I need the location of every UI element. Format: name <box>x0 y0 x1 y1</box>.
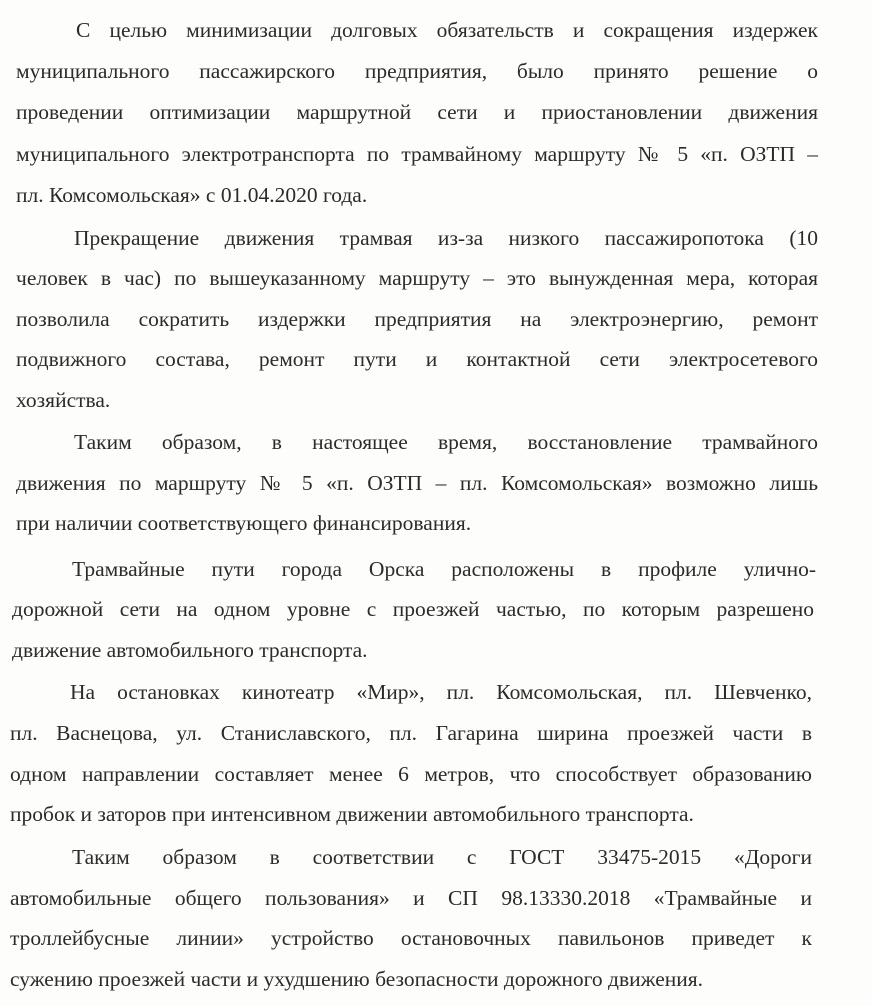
text-line: человек в час) по вышеуказанному маршруту – это вынужденная мера, которая <box>16 266 818 290</box>
text-line: позволила сократить издержки предприятия на электроэнергию, ремонт <box>16 307 818 331</box>
text-line: троллейбусные линии» устройство остановочных павильонов приведет к <box>10 926 812 950</box>
text-line: С целью минимизации долговых обязательств и сокращения издержек <box>76 18 818 42</box>
text-line: подвижного состава, ремонт пути и контактной сети электросетевого <box>16 347 818 371</box>
text-line: Прекращение движения трамвая из-за низкого пассажиропотока (10 <box>74 226 818 250</box>
text-line: сужению проезжей части и ухудшению безопасности дорожного движения. <box>10 967 704 991</box>
text-line: Таким образом, в настоящее время, восстановление трамвайного <box>74 430 818 454</box>
text-line: при наличии соответствующего финансирования. <box>16 511 472 535</box>
text-line: одном направлении составляет менее 6 метров, что способствует образованию <box>10 762 812 786</box>
text-line: Таким образом в соответствии с ГОСТ 33475-2015 «Дороги <box>72 845 812 869</box>
text-line: проведении оптимизации маршрутной сети и приостановлении движения <box>16 100 818 124</box>
text-line: пл. Васнецова, ул. Станиславского, пл. Гагарина ширина проезжей части в <box>10 721 812 745</box>
text-line: На остановках кинотеатр «Мир», пл. Комсомольская, пл. Шевченко, <box>70 680 812 704</box>
text-line: движение автомобильного транспорта. <box>12 638 368 662</box>
text-line: движения по маршруту № 5 «п. ОЗТП – пл. Комсомольская» возможно лишь <box>16 471 818 495</box>
text-line: хозяйства. <box>16 388 111 412</box>
text-line: пробок и заторов при интенсивном движении автомобильного транспорта. <box>10 802 694 826</box>
text-line: пл. Комсомольская» с 01.04.2020 года. <box>16 183 368 207</box>
text-line: муниципального электротранспорта по трамвайному маршруту № 5 «п. ОЗТП – <box>16 142 818 166</box>
text-line: дорожной сети на одном уровне с проезжей частью, по которым разрешено <box>12 597 814 621</box>
text-line: Трамвайные пути города Орска расположены в профиле улично- <box>72 557 816 581</box>
text-line: муниципального пассажирского предприятия, было принято решение о <box>16 59 818 83</box>
text-line: автомобильные общего пользования» и СП 98.13330.2018 «Трамвайные и <box>10 886 812 910</box>
